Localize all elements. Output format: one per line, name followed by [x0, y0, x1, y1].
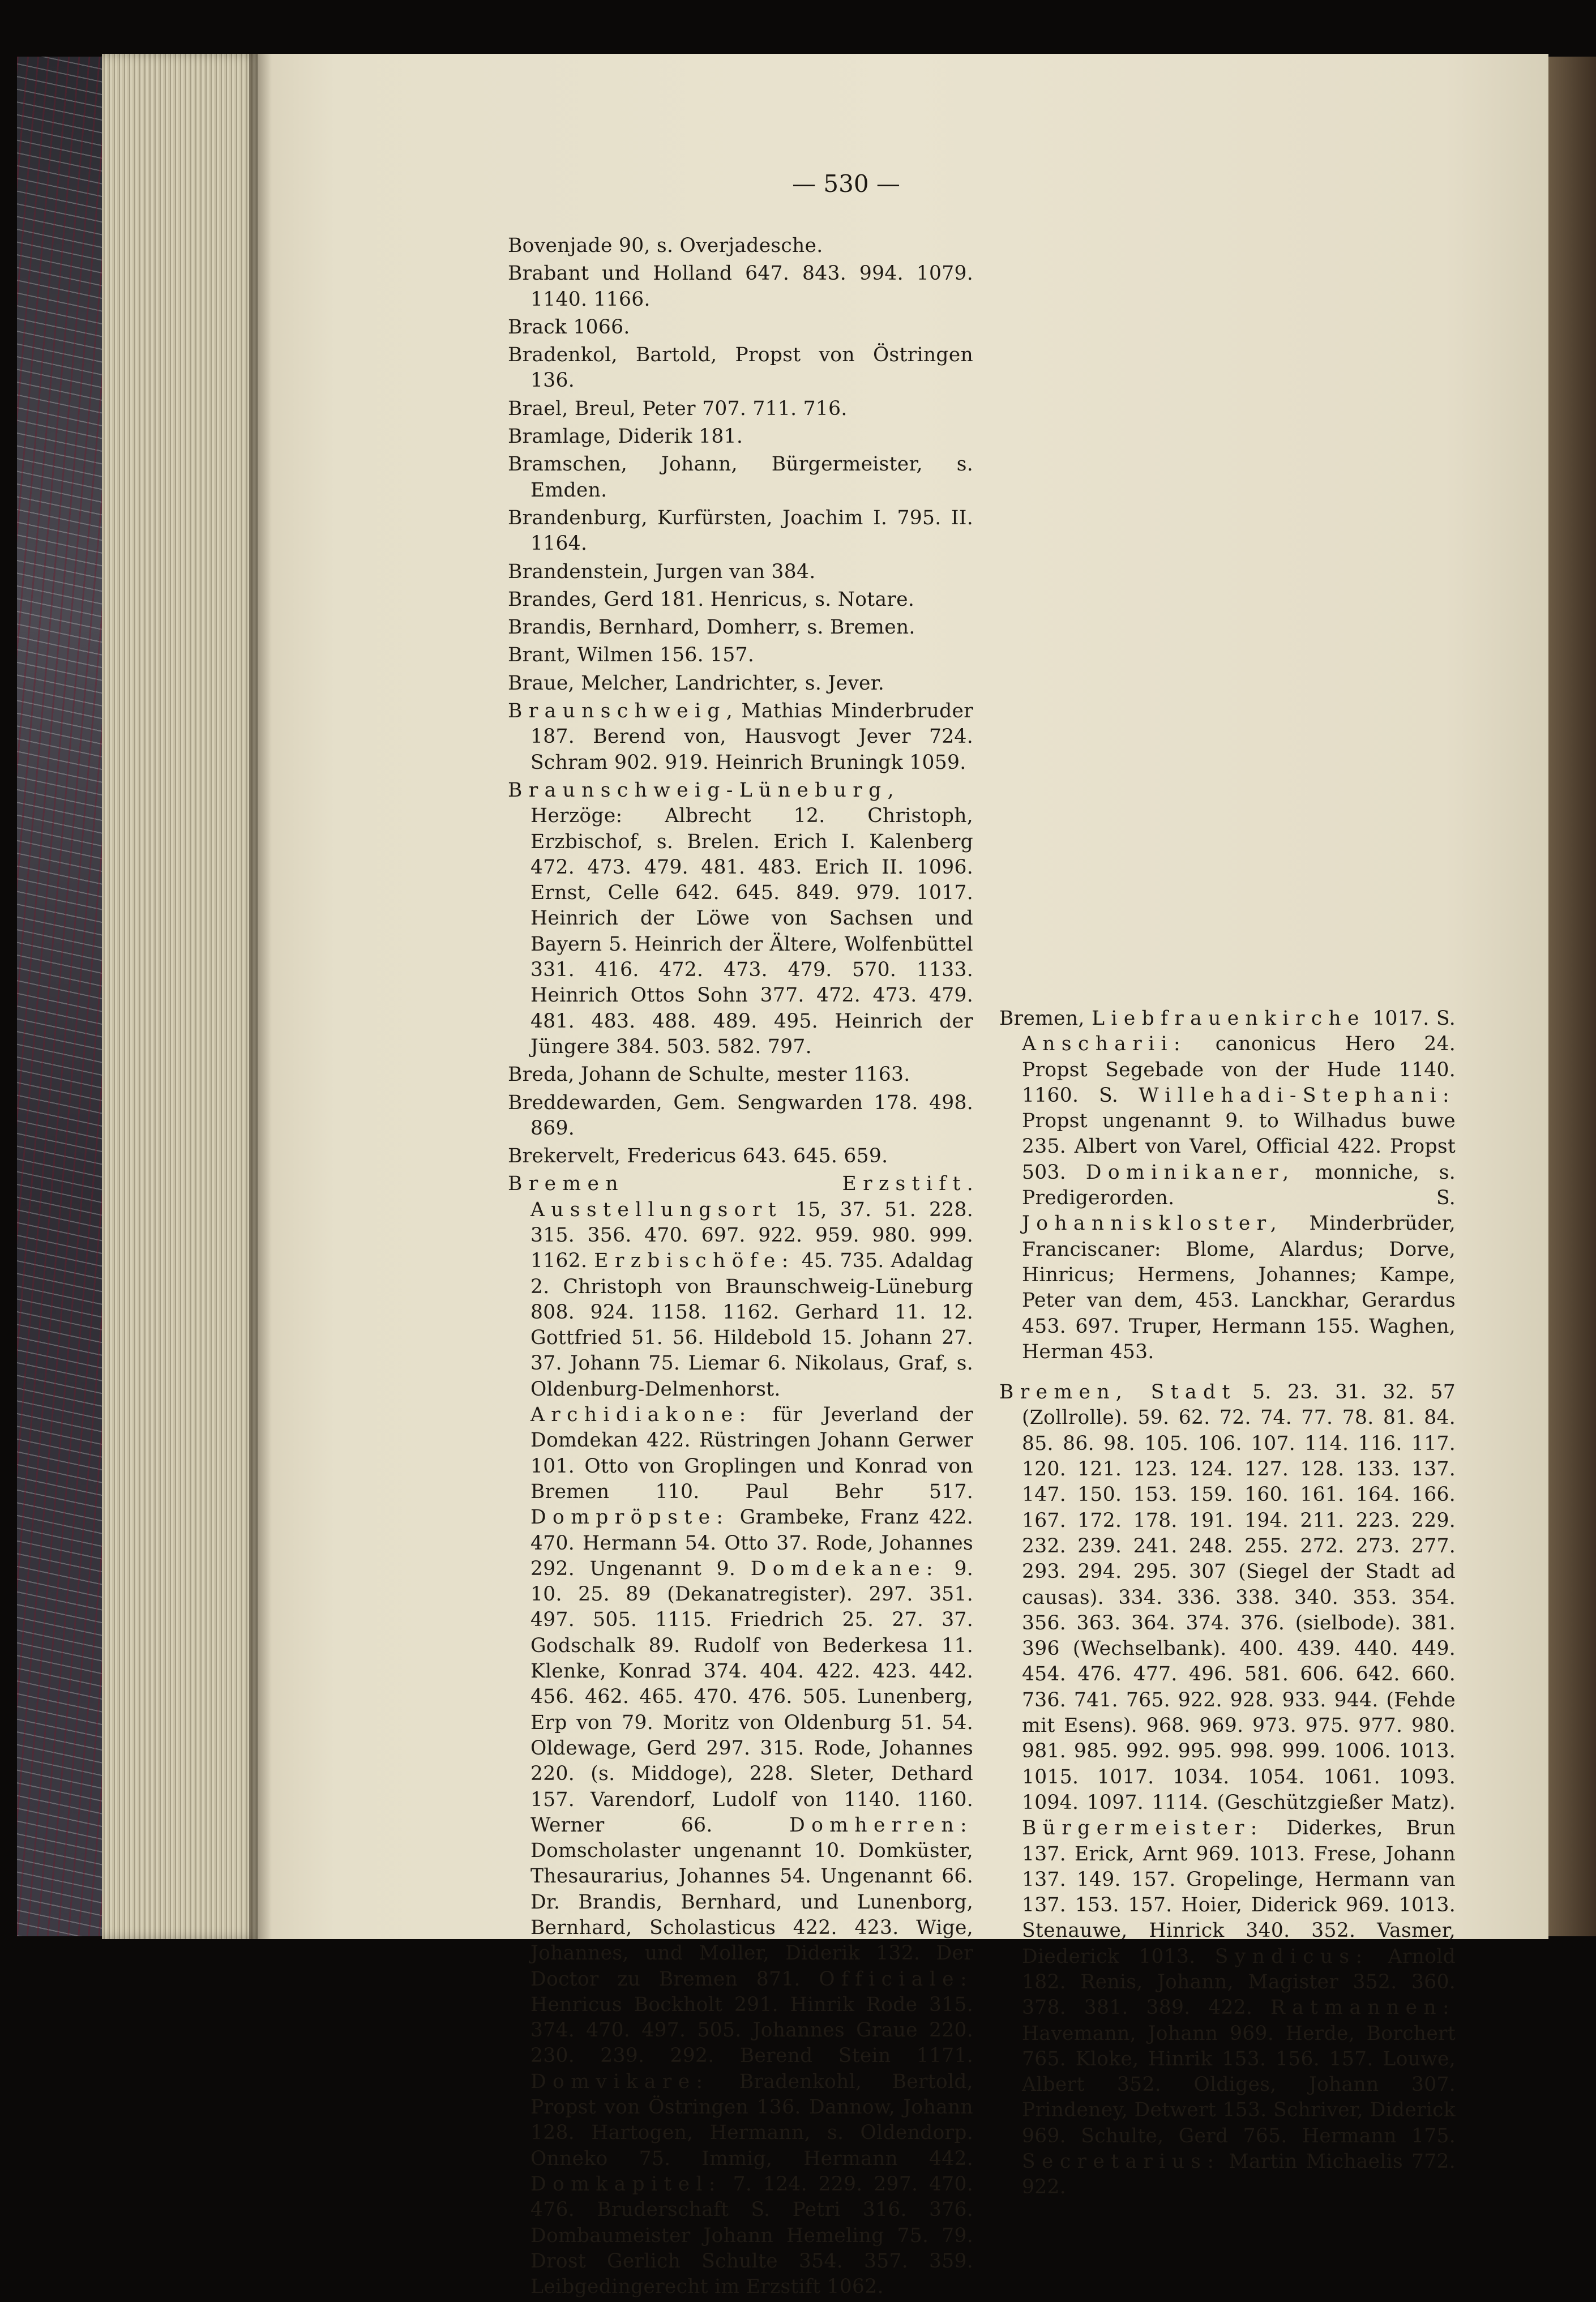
book-cover-board	[17, 57, 104, 1936]
spaced-heading: Ratmannen:	[1270, 1996, 1456, 2019]
index-entry: Brekervelt, Fredericus 643. 645. 659.	[508, 1145, 888, 1168]
spaced-heading: Domherren:	[789, 1813, 973, 1837]
index-entry: Brandenburg, Kurfürsten, Joachim I. 795. II. 1164.	[508, 506, 973, 555]
spaced-heading: Dompröpste:	[530, 1506, 730, 1529]
spaced-heading: Syndicus:	[1214, 1945, 1369, 1968]
index-entry: Brandenstein, Jurgen van 384.	[508, 560, 816, 583]
spaced-heading: Domkapitel:	[530, 2172, 722, 2196]
index-entry: Brabant und Holland 647. 843. 994. 1079. 1140. 1166.	[508, 262, 973, 311]
spaced-heading: Braunschweig	[508, 700, 726, 723]
index-entry-bremen-erzstift: Bremen Erzstift. Ausstellungsort 15, 37. 51. 228. 315. 356. 470. 697. 922. 959. 980. 999. 1162. Erzbischöfe: 45. 735. Adaldag 2. Christoph von Braunschweig-Lüneburg 808. 924. 1158. 1162. Gerhard 11. 12. Gottfried 51. 56. Hildebold 15. Johann 27. 37. Johann 75. Liemar 6. Nikolaus, Graf, s. Oldenburg-Delmenhorst. Archidiakone: für Jeverland der Domdekan 422. Rüstringen Johann Gerwer 101. Otto von Groplingen und Konrad von Bremen 110. Paul Behr 517. Dompröpste: Grambeke, Franz 422. 470. Hermann 54. Otto 37. Rode, Johannes 292. Ungenannt 9. Domdekane: 9. 10. 25. 89 (Dekanatregister). 297. 351. 497. 505. 1115. Friedrich 25. 27. 37. Godschalk 89. Rudolf von Bederkesa 11. Klenke, Konrad 374. 404. 422. 423. 442. 456. 462. 465. 470. 476. 505. Lunenberg, Erp von 79. Moritz von Oldenburg 51. 54. Oldewage, Gerd 297. 315. Rode, Johannes 220. (s. Middoge), 228. Sleter, Dethard 157. Varendorf, Ludolf von 1140. 1160. Werner 66. Domherren: Domscholaster ungenannt 10. Domküster, Thesaurarius, Johannes 54. Ungenannt 66. Dr. Brandis, Bernhard, und Lunenborg, Bernhard, Scholasticus 422. 423. Wige, Johannes, und Moller, Diderik 132. Der Doctor zu Bremen 871. Officiale: Henricus Bockholt 291. Hinrik Rode 315. 374. 470. 497. 505. Johannes Graue 220. 230. 239. 292. Berend Stein 1171. Domvikare: Bradenkohl, Bertold, Propst von Östringen 136. Dannow, Johann 128. Hartogen, Hermann, s. Oldendorp. Onneko 75. Immig, Hermann 442. Domkapitel: 7. 124. 229. 297. 470. 476. Bruderschaft S. Petri 316. 376. Dombaumeister Johann Hemeling 75. 79. Drost Gerlich Schulte 354. 357. 359. Leibgedingerecht im Erzstift 1062.	[508, 1173, 973, 2299]
page-number: — 530 —	[792, 170, 900, 198]
spaced-heading: Dominikaner,	[1085, 1161, 1295, 1184]
spaced-heading: Anscharii:	[1022, 1033, 1187, 1056]
left-column	[508, 233, 973, 2302]
index-entry: Brant, Wilmen 156. 157.	[508, 644, 755, 667]
index-entry: Breddewarden, Gem. Sengwarden 178. 498. 869.	[508, 1091, 973, 1140]
index-entry: Brael, Breul, Peter 707. 711. 716.	[508, 397, 848, 420]
index-entry: Brack 1066.	[508, 315, 630, 339]
spaced-heading: Ausstellungsort	[530, 1198, 783, 1221]
spine-shadow	[249, 54, 272, 1939]
spaced-heading: Bürgermeister:	[1022, 1817, 1264, 1840]
index-entry: Braue, Melcher, Landrichter, s. Jever.	[508, 671, 884, 695]
spaced-heading: Liebfrauenkirche	[1092, 1007, 1366, 1030]
spaced-heading: Braunschweig-Lüneburg	[508, 778, 888, 802]
spaced-heading: Officiale:	[819, 1967, 973, 1991]
index-entry: Bramlage, Diderik 181.	[508, 425, 743, 448]
index-entry: Bradenkol, Bartold, Propst von Östringen 136.	[508, 344, 973, 392]
index-entry: Bovenjade 90, s. Overjadesche.	[508, 234, 823, 257]
spaced-heading: Johanniskloster,	[1022, 1212, 1283, 1235]
spaced-heading: Erzbischöfe:	[594, 1250, 795, 1273]
right-column	[999, 233, 1456, 2203]
index-entry-bremen-stadt: Bremen, Stadt 5. 23. 31. 32. 57 (Zollrolle). 59. 62. 72. 74. 77. 78. 81. 84. 85. 86. 98. 105. 106. 107. 114. 116. 117. 120. 121. 123. 124. 127. 128. 133. 137. 147. 150. 153. 159. 160. 161. 164. 166. 167. 172. 178. 191. 194. 211. 223. 229. 232. 239. 241. 248. 255. 272. 273. 277. 293. 294. 295. 307 (Siegel der Stadt ad causas). 334. 336. 338. 340. 353. 354. 356. 363. 364. 374. 376. (sielbode). 381. 396 (Wechselbank). 400. 439. 440. 449. 454. 476. 477. 496. 581. 606. 642. 660. 736. 741. 765. 922. 928. 933. 944. (Fehde mit Esens). 968. 969. 973. 975. 977. 980. 981. 985. 992. 995. 998. 999. 1006. 1013. 1015. 1017. 1034. 1054. 1061. 1093. 1094. 1097. 1114. (Geschützgießer Matz). Bürgermeister: Diderkes, Brun 137. Erick, Arnt 969. 1013. Frese, Johann 137. 149. 157. Gropelinge, Hermann van 137. 153. 157. Hoier, Diderick 969. 1013. Stenauwe, Hinrick 340. 352. Vasmer, Diederick 1013. Syndicus: Arnold 182. Renis, Johann, Magister 352. 360. 378. 381. 389. 422. Ratmannen: Havemann, Johann 969. Herde, Borchert 765. Kloke, Hinrik 153. 156. 157. Louwe, Albert 352. Oldiges, Johann 307. Prindeney, Detwert 153. Schriver, Diderick 969. Schulte, Gerd 765. Hermann 175. Secretarius: Martin Michaelis 772. 922.	[999, 1381, 1456, 2199]
spaced-heading: Bremen Erzstift	[508, 1173, 967, 1196]
spaced-heading: Bremen, Stadt	[999, 1381, 1236, 1404]
index-entry: Breda, Johann de Schulte, mester 1163.	[508, 1063, 910, 1086]
index-entry: Brandes, Gerd 181. Henricus, s. Notare.	[508, 588, 915, 611]
index-entry-braunschweig-lueneburg: Braunschweig-Lüneburg, Herzöge: Albrecht 12. Christoph, Erzbischof, s. Brelen. Erich I. Kalenberg 472. 473. 479. 481. 483. Erich II. 1096. Ernst, Celle 642. 645. 849. 979. 1017. Heinrich der Löwe von Sachsen und Bayern 5. Heinrich der Ältere, Wolfenbüttel 331. 416. 472. 473. 479. 570. 1133. Heinrich Ottos Sohn 377. 472. 473. 479. 481. 483. 488. 489. 495. Heinrich der Jüngere 384. 503. 582. 797.	[508, 778, 973, 1058]
spaced-heading: Secretarius:	[1022, 2150, 1221, 2173]
right-cover-edge	[1548, 57, 1596, 1936]
index-entry-bremen-liebfrauenkirche: Bremen, Liebfrauenkirche 1017. S. Anscharii: canonicus Hero 24. Propst Segebade von der Hude 1140. 1160. S. Willehadi-Stephani: Propst ungenannt 9. to Wilhadus buwe 235. Albert von Varel, Official 422. Propst 503. Dominikaner, monniche, s. Predigerorden. S. Johanniskloster, Minderbrüder, Franciscaner: Blome, Alardus; Dorve, Hinricus; Hermens, Johannes; Kampe, Peter van dem, 453. Lanckhar, Gerardus 453. 697. Truper, Hermann 155. Waghen, Herman 453.	[999, 1007, 1456, 1363]
index-entry-braunschweig: Braunschweig, Mathias Minderbruder 187. Berend von, Hausvogt Jever 724. Schram 902. 919. Heinrich Bruningk 1059.	[508, 700, 973, 774]
spaced-heading: Willehadi-Stephani:	[1139, 1084, 1456, 1107]
index-entry: Brandis, Bernhard, Domherr, s. Bremen.	[508, 616, 915, 639]
spaced-heading: Domdekane:	[750, 1557, 939, 1580]
page-edges	[102, 54, 260, 1939]
spaced-heading: Archidiakone:	[530, 1404, 752, 1427]
index-entry: Bramschen, Johann, Bürgermeister, s. Emden.	[508, 453, 973, 502]
spaced-heading: Domvikare:	[530, 2070, 709, 2093]
